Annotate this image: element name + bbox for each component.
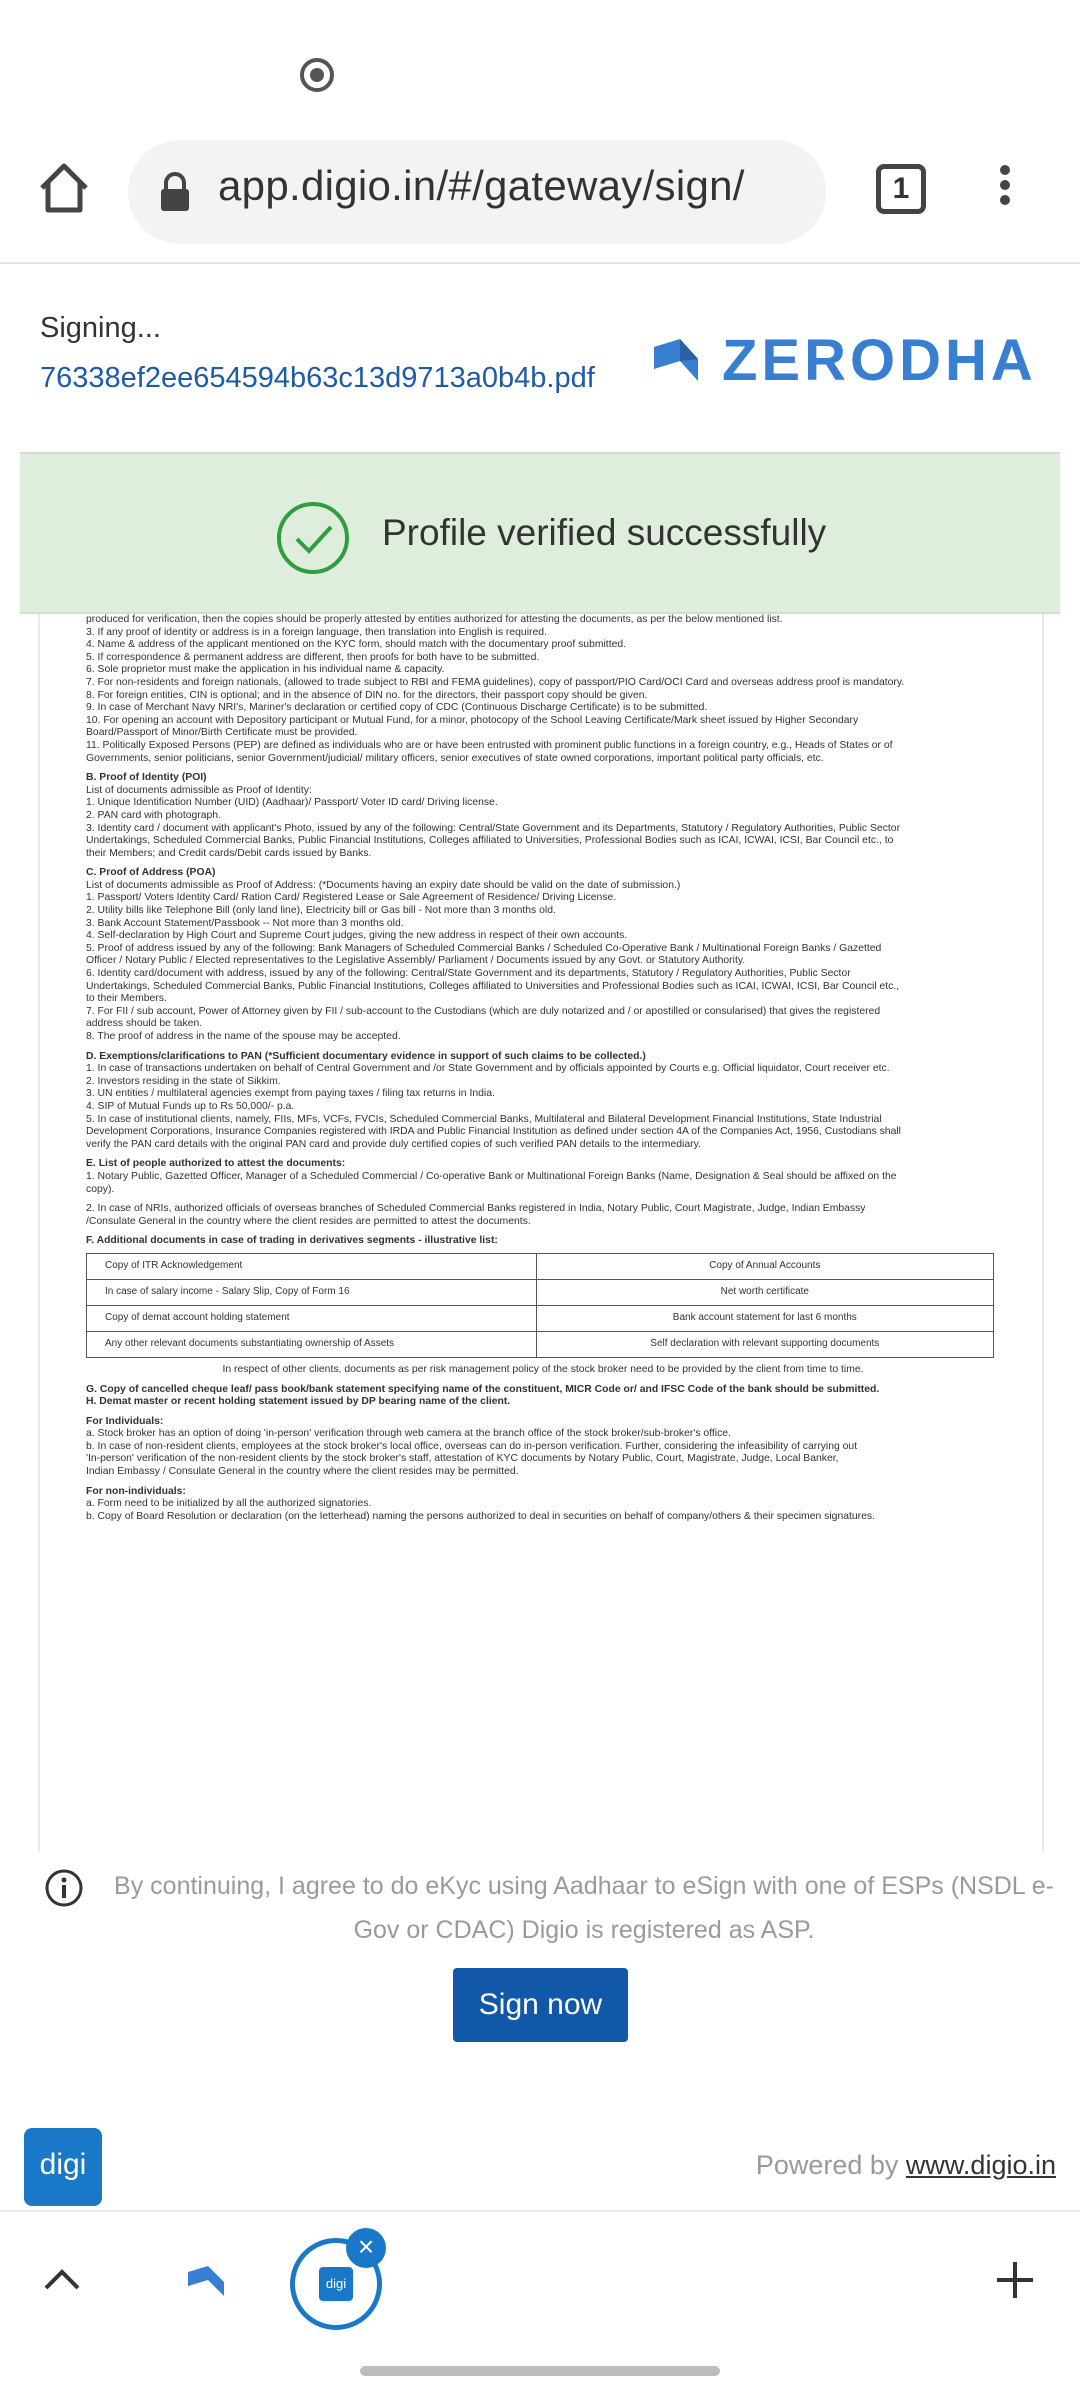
screen-record-icon	[300, 58, 334, 92]
file-name-link[interactable]: 76338ef2ee654594b63c13d9713a0b4b.pdf	[40, 362, 595, 394]
document-line: 2. In case of NRIs, authorized officials of overseas branches of Scheduled Commercial Banks registered in India, Notary Public, Court Magistrate, Judge, Indian Embassy	[86, 1203, 866, 1215]
document-line: 11. Politically Exposed Persons (PEP) are defined as individuals who are or have been entrusted with prominent public functions in a foreign country, e.g., Heads of States or of	[86, 739, 893, 751]
document-line	[86, 1196, 1000, 1203]
digio-tab-label: digi	[319, 2267, 353, 2301]
document-line: 4. Name & address of the applicant mentioned on the KYC form, should match with the documentary proof submitted.	[86, 639, 627, 651]
document-line: 3. UN entities / multilateral agencies exempt from paying taxes / filing tax returns in India.	[86, 1088, 495, 1100]
document-line: 7. For FII / sub account, Power of Attorney given by FII / sub-account to the Custodians (which are duly notarized and / or apostilled or consularised) that gives the registered	[86, 1005, 881, 1017]
document-line: 1. Unique Identification Number (UID) (Aadhaar)/ Passport/ Voter ID card/ Driving license.	[86, 797, 498, 809]
document-line: 3. If any proof of identity or address is in a foreign language, then translation into English is required.	[86, 626, 547, 638]
document-line: List of documents admissible as Proof of Identity:	[86, 784, 312, 796]
document-line: 10. For opening an account with Depository participant or Mutual Fund, for a minor, photocopy of the School Leaving Certificate/Mark sheet issued by Higher Secondary	[86, 714, 859, 726]
table-cell: Bank account statement for last 6 months	[536, 1305, 993, 1331]
document-line: 5. In case of institutional clients, namely, FIIs, MFs, VCFs, FVCIs, Scheduled Commercial Banks, Multilateral and Bilateral Development Financial Institutions, State Industrial	[86, 1113, 882, 1125]
section-heading: For non-individuals:	[86, 1485, 186, 1497]
consent-text: By continuing, I agree to do eKyc using Aadhaar to eSign with one of ESPs (NSDL e-Gov or CDAC) Digio is registered as ASP.	[114, 1872, 1054, 1944]
table-note: In respect of other clients, documents as per risk management policy of the stock broker need to be provided by the client from time to time.	[222, 1363, 864, 1375]
document-line: address should be taken.	[86, 1018, 203, 1030]
document-line: 6. Identity card/document with address, issued by any of the following: Central/State Government and its departments, Statutory / Regulatory Authorities, Public Sector	[86, 968, 851, 980]
document-line: 1. Passport/ Voters Identity Card/ Ration Card/ Registered Lease or Sale Agreement of Residence/ Driving License.	[86, 892, 617, 904]
documents-table	[86, 1253, 994, 1358]
success-banner	[20, 452, 1060, 614]
table-cell: Copy of Annual Accounts	[536, 1253, 993, 1279]
document-line: produced for verification, then the copies should be properly attested by entities authorized for attesting the documents, as per the below mentioned list.	[86, 614, 783, 625]
section-heading: B. Proof of Identity (POI)	[86, 772, 207, 784]
toolbar-divider	[0, 262, 1080, 264]
digio-link[interactable]: www.digio.in	[905, 2150, 1056, 2180]
document-line: 6. Sole proprietor must make the application in his individual name & capacity.	[86, 664, 445, 676]
url-text[interactable]: app.digio.in/#/gateway/sign/	[218, 162, 745, 209]
section-heading: E. List of people authorized to attest the documents:	[86, 1158, 346, 1170]
table-row	[87, 1331, 994, 1357]
powered-by	[756, 2150, 1056, 2181]
document-line: 7. For non-residents and foreign nationals, (allowed to trade subject to RBI and FEMA guidelines), copy of passport/PIO Card/OCI Card and overseas address proof is mandatory.	[86, 676, 905, 688]
signing-status: Signing...	[40, 312, 161, 344]
document-line: 8. The proof of address in the name of the spouse may be accepted.	[86, 1031, 401, 1042]
document-line: 2. Investors residing in the state of Sikkim.	[86, 1075, 281, 1087]
document-line: Undertakings, Scheduled Commercial Banks, Public Financial Institutions, Colleges affiliated to Universities, Professional Bodies such as ICAI, ICWAI, ICSI, Bar Council etc., to	[86, 835, 894, 847]
document-line: 9. In case of Merchant Navy NRI's, Mariner's declaration or certified copy of CDC (Continuous Discharge Certificate) is to be submitted.	[86, 702, 708, 714]
table-cell: Copy of demat account holding statement	[87, 1305, 537, 1331]
document-line: verify the PAN card details with the original PAN card and provide duly certified copies of such verified PAN details to the intermediary.	[86, 1138, 701, 1150]
document-line: 'In-person' verification of the non-resident clients by the stock broker's staff, attestation of KYC documents by Notary Public, Court, Magistrate, Judge, Local Banker,	[86, 1453, 839, 1465]
table-row	[87, 1305, 994, 1331]
document-line: 5. Proof of address issued by any of the following: Bank Managers of Scheduled Commercial Banks / Scheduled Co-Operative Bank / Multinational Foreign Banks / Gazetted	[86, 942, 882, 954]
zerodha-logo	[650, 327, 1037, 393]
document-line: 3. Identity card / document with applicant's Photo, issued by any of the following: Central/State Government and its Departments, Statutory / Regulatory Authorities, Public Sector	[86, 822, 901, 834]
table-cell: In case of salary income - Salary Slip, Copy of Form 16	[87, 1279, 537, 1305]
section-heading: F. Additional documents in case of trading in derivatives segments - illustrative list:	[86, 1235, 498, 1247]
table-row	[87, 1253, 994, 1279]
document-line: copy).	[86, 1183, 115, 1195]
status-bar	[0, 0, 1080, 140]
table-cell: Any other relevant documents substantiating ownership of Assets	[87, 1331, 537, 1357]
document-line: a. Stock broker has an option of doing 'in-person' verification through web camera at the branch office of the stock broker/sub-broker's office.	[86, 1428, 731, 1440]
home-indicator[interactable]	[360, 2366, 720, 2376]
document-line: Indian Embassy / Consulate General in the country where the client resides may be permitted.	[86, 1466, 519, 1478]
chevron-up-icon[interactable]	[40, 2264, 84, 2294]
document-line: 3. Bank Account Statement/Passbook -- Not more than 3 months old.	[86, 917, 404, 929]
document-line: List of documents admissible as Proof of Address: (*Documents having an expiry date should be valid on the date of submission.)	[86, 879, 681, 891]
table-cell: Copy of ITR Acknowledgement	[87, 1253, 537, 1279]
powered-by-label: Powered by	[755, 2150, 906, 2180]
table-cell: Self declaration with relevant supporting documents	[536, 1331, 993, 1357]
document-line: 1. Notary Public, Gazetted Officer, Manager of a Scheduled Commercial / Co-operative Bank or Multinational Foreign Banks (Name, Designation & Seal should be affixed on the	[86, 1170, 897, 1182]
document-line: 2. PAN card with photograph.	[86, 809, 221, 821]
check-circle-icon	[275, 500, 351, 576]
section-heading: G. Copy of cancelled cheque leaf/ pass book/bank statement specifying name of the constituent, MICR Code or/ and IFSC Code of the bank should be submitted.	[86, 1383, 880, 1395]
document-line: Officer / Notary Public / Elected representatives to the Legislative Assembly/ Parliament / Documents issued by any Govt. or Statutory Authority.	[86, 955, 746, 967]
table-row	[87, 1279, 994, 1305]
logo-text: ZERODHA	[722, 327, 1037, 393]
table-cell: Net worth certificate	[536, 1279, 993, 1305]
document-preview[interactable]	[38, 614, 1044, 1852]
document-line: b. In case of non-resident clients, employees at the stock broker's local office, overseas can do in-person verification. Further, considering the infeasibility of carrying out	[86, 1440, 858, 1452]
document-line: a. Form need to be initialized by all the authorized signatories.	[86, 1498, 372, 1510]
more-menu-icon[interactable]	[990, 160, 1020, 220]
sign-now-button[interactable]: Sign now	[453, 1968, 628, 2042]
url-bar[interactable]	[128, 140, 826, 244]
section-heading: H. Demat master or recent holding statement issued by DP bearing name of the client.	[86, 1396, 511, 1408]
document-line: 4. Self-declaration by High Court and Supreme Court judges, giving the new address in respect of their own accounts.	[86, 930, 628, 942]
document-line: /Consulate General in the country where the client resides are permitted to attest the documents.	[86, 1215, 531, 1227]
lock-icon	[158, 172, 192, 212]
section-heading: D. Exemptions/clarifications to PAN (*Sufficient documentary evidence in support of such claims to be collected.)	[86, 1050, 646, 1062]
document-line: 5. If correspondence & permanent address are different, then proofs for both have to be submitted.	[86, 651, 540, 663]
section-heading: For Individuals:	[86, 1415, 164, 1427]
document-line: Undertakings, Scheduled Commercial Banks, Public Financial Institutions, Colleges affiliated to Universities and Professional Bodies such as ICAI, ICWAI, ICSI, Bar Council etc.,	[86, 980, 900, 992]
document-line: 1. In case of transactions undertaken on behalf of Central Government and /or State Government and by officials appointed by Courts e.g. Official liquidator, Court receiver etc.	[86, 1063, 890, 1075]
info-icon	[44, 1868, 84, 1908]
document-line: Board/Passport of Minor/Birth Certificate must be provided.	[86, 727, 358, 739]
document-line: their Members; and Credit cards/Debit cards issued by Banks.	[86, 847, 372, 859]
document-line: 4. SIP of Mutual Funds up to Rs 50,000/- p.a.	[86, 1100, 295, 1112]
document-line: to their Members.	[86, 993, 167, 1005]
zerodha-logo-icon	[650, 335, 702, 385]
document-content	[86, 614, 1000, 1523]
document-line: Governments, senior politicians, senior Government/judicial/ military officers, senior executives of state owned corporations, important political party officials, etc.	[86, 752, 824, 764]
document-line: Development Corporations, Insurance Companies registered with IRDA and Public Financial Institution as defined under section 4A of the Companies Act, 1956, Custodians shall	[86, 1126, 901, 1138]
document-line: 2. Utility bills like Telephone Bill (only land line), Electricity bill or Gas bill - Not more than 3 months old.	[86, 905, 556, 917]
digio-logo: digi	[24, 2128, 102, 2206]
zerodha-tab-icon[interactable]	[186, 2264, 226, 2298]
tab-count-button[interactable]: 1	[876, 164, 926, 214]
home-icon[interactable]	[36, 160, 92, 216]
close-tab-icon[interactable]: ×	[346, 2228, 386, 2268]
document-line: b. Copy of Board Resolution or declaration (on the letterhead) naming the persons authorized to deal in securities on behalf of company/others & their specimen signatures.	[86, 1510, 875, 1522]
browser-bottom-bar	[0, 2210, 1080, 2340]
success-message: Profile verified successfully	[382, 512, 827, 553]
browser-toolbar	[0, 130, 1080, 255]
new-tab-icon[interactable]	[993, 2258, 1037, 2302]
document-line: 8. For foreign entities, CIN is optional; and in the absence of DIN no. for the directors, their passport copy should be given.	[86, 689, 648, 701]
section-heading: C. Proof of Address (POA)	[86, 867, 216, 879]
